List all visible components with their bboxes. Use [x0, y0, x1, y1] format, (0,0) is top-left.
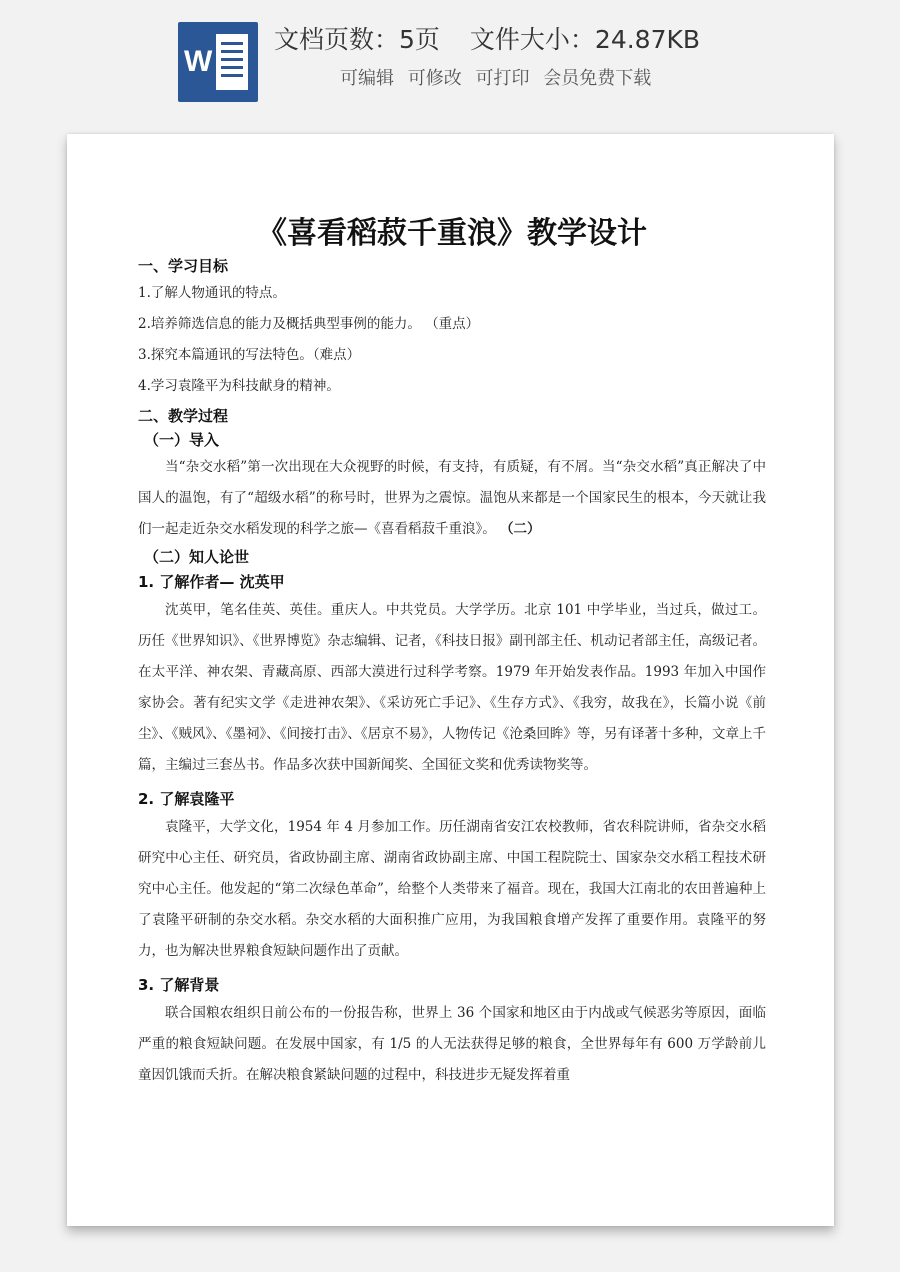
objective-item: 1.了解人物通讯的特点。 [138, 285, 286, 301]
section-heading-objectives: 一、学习目标 [138, 257, 229, 275]
file-info-line [274, 22, 700, 58]
feature-printable: 可打印 [475, 68, 530, 89]
objective-item: 3.探究本篇通讯的写法特色。（难点） [138, 347, 361, 363]
intro-tail-marker: （二） [500, 521, 541, 537]
feature-modifiable: 可修改 [407, 68, 462, 89]
intro-text: 当“杂交水稻”第一次出现在大众视野的时候，有支持，有质疑，有不屑。当“杂交水稻”真正解决了中国人的温饱，有了“超级水稻”的称号时，世界为之震惊。温饱从来都是一个国家民生的根本，今天就让我们一起走近杂交水稻发现的科学之旅—《喜看稻菽千重浪》。 [138, 459, 766, 537]
document-title: 《喜看稻菽千重浪》教学设计 [257, 216, 647, 251]
objective-item: 2.培养筛选信息的能力及概括典型事例的能力。 （重点） [138, 316, 480, 332]
word-document-icon [178, 22, 258, 102]
objective-item: 4.学习袁隆平为科技献身的精神。 [138, 378, 340, 394]
heading-yuan-longping: 2. 了解袁隆平 [138, 790, 235, 808]
word-logo-letter: W [184, 45, 213, 78]
file-size-text: 文件大小：24.87KB [469, 25, 701, 54]
page-count-text: 文档页数：5页 [274, 25, 440, 54]
heading-background: 3. 了解背景 [138, 976, 220, 994]
feature-editable: 可编辑 [340, 68, 394, 89]
background-paragraph: 联合国粮农组织日前公布的一份报告称，世界上 36 个国家和地区由于内战或气候恶劣等原因，面临严重的粮食短缺问题。在发展中国家，有 1/5 的人无法获得足够的粮食，全世界每年有 600 万学龄前儿童因饥饿而夭折。在解决粮食紧缺问题的过程中，科技进步无疑发挥着重 [138, 1005, 766, 1083]
subsection-heading-intro: （一）导入 [144, 431, 220, 449]
intro-paragraph [138, 452, 766, 545]
yuan-paragraph: 袁隆平，大学文化，1954 年 4 月参加工作。历任湖南省安江农校教师，省农科院讲师，省杂交水稻研究中心主任、研究员，省政协副主席、湖南省政协副主席、中国工程院院士、国家杂交水稻工程技术研究中心主任。他发起的“第二次绿色革命”，给整个人类带来了福音。现在，我国大江南北的农田普遍种上了袁隆平研制的杂交水稻。杂交水稻的大面积推广应用，为我国粮食增产发挥了重要作用。袁隆平的努力，也为解决世界粮食短缺问题作出了贡献。 [138, 819, 766, 959]
feature-member-download: 会员免费下载 [543, 68, 652, 89]
document-page [67, 134, 834, 1226]
download-banner [0, 0, 900, 130]
heading-author: 1. 了解作者— 沈英甲 [138, 573, 285, 591]
author-paragraph: 沈英甲，笔名佳英、英佳。重庆人。中共党员。大学学历。北京 101 中学毕业，当过兵，做过工。历任《世界知识》、《世界博览》杂志编辑、记者，《科技日报》副刊部主任、机动记者部主任，高级记者。在太平洋、神农架、青藏高原、西部大漠进行过科学考察。1979 年开始发表作品。1993 年加入中国作家协会。著有纪实文学《走进神农架》、《采访死亡手记》、《生存方式》、《我穷，故我在》，长篇小说《前尘》、《贼风》、《墨祠》、《间接打击》、《居京不易》，人物传记《沧桑回眸》等，另有译著十多种，文章上千篇，主编过三套丛书。作品多次获中国新闻奖、全国征文奖和优秀读物奖等。 [138, 602, 766, 773]
section-heading-process: 二、教学过程 [138, 407, 229, 425]
subsection-heading-background-knowledge: （二）知人论世 [144, 548, 250, 566]
feature-line [340, 64, 659, 94]
document-content [138, 216, 766, 1091]
